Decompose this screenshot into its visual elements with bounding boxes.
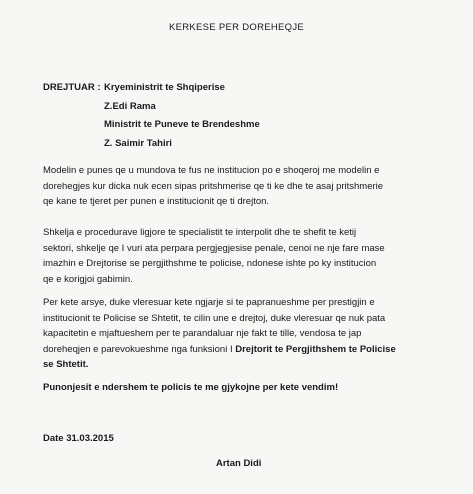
text-line: dorehegjes kur dicka nuk ecen sipas pritshmerise qe ti ke dhe te asaj pritshmerie <box>43 180 384 192</box>
text-line: institucionit te Policise se Shtetit, te cilin une e drejtoj, duke vleresuar qe nuk pata <box>43 312 386 324</box>
paragraph-4 <box>43 380 455 396</box>
paragraph-2 <box>43 225 455 287</box>
text-line <box>43 342 455 358</box>
text-fragment: doreheqjen e parevokueshme nga funksioni I <box>43 343 236 355</box>
addressee-line: Ministrit te Puneve te Brendeshme <box>104 119 260 130</box>
document-title: KERKESE PER DOREHEQJE <box>168 22 305 33</box>
text-line: sektori, shkelje qe I vuri ata perpara pergjegjesise penale, cenoi ne nje fare mase <box>43 242 385 254</box>
text-line <box>43 357 455 373</box>
text-line: qe e korigjoi gabimin. <box>43 273 133 285</box>
bold-title-fragment: Drejtorit te Pergjithshem te Policise <box>235 343 396 355</box>
text-line: imazhin e Drejtorise se pergjithshme te policise, ndonese ishte po ky institucion <box>43 258 377 269</box>
date-line: Date 31.03.2015 <box>43 433 114 444</box>
text-line: Per kete arsye, duke vleresuar kete ngjarje si te papranueshme per prestigjin e <box>43 297 375 308</box>
text-line: Shkelja e procedurave ligjore te specialistit te interpolit dhe te shefit te ketij <box>43 227 357 238</box>
paragraph-1 <box>43 163 455 210</box>
addressee-block <box>43 79 260 153</box>
addressee-line: Z. Saimir Tahiri <box>104 137 172 149</box>
addressee-line: Z.Edi Rama <box>104 100 156 112</box>
bold-title-fragment: se Shtetit. <box>43 359 89 370</box>
text-line: Modelin e punes qe u mundova te fus ne institucion po e shoqeroj me modelin e <box>43 165 380 176</box>
text-line: qe kane te tjeret per punen e institucionit qe ti drejton. <box>43 196 270 207</box>
signature-name: Artan Didi <box>216 458 262 469</box>
addressee-line: Kryeministrit te Shqiperise <box>104 82 225 93</box>
addressee-label: DREJTUAR : <box>43 82 101 93</box>
text-line: kapacitetin e mjaftueshem per te parandaluar nje fakt te tille, vendosa te jap <box>43 328 362 339</box>
text-line: Punonjesit e ndershem te policis te me gjykojne per kete vendim! <box>43 382 339 393</box>
paragraph-3 <box>43 295 455 373</box>
